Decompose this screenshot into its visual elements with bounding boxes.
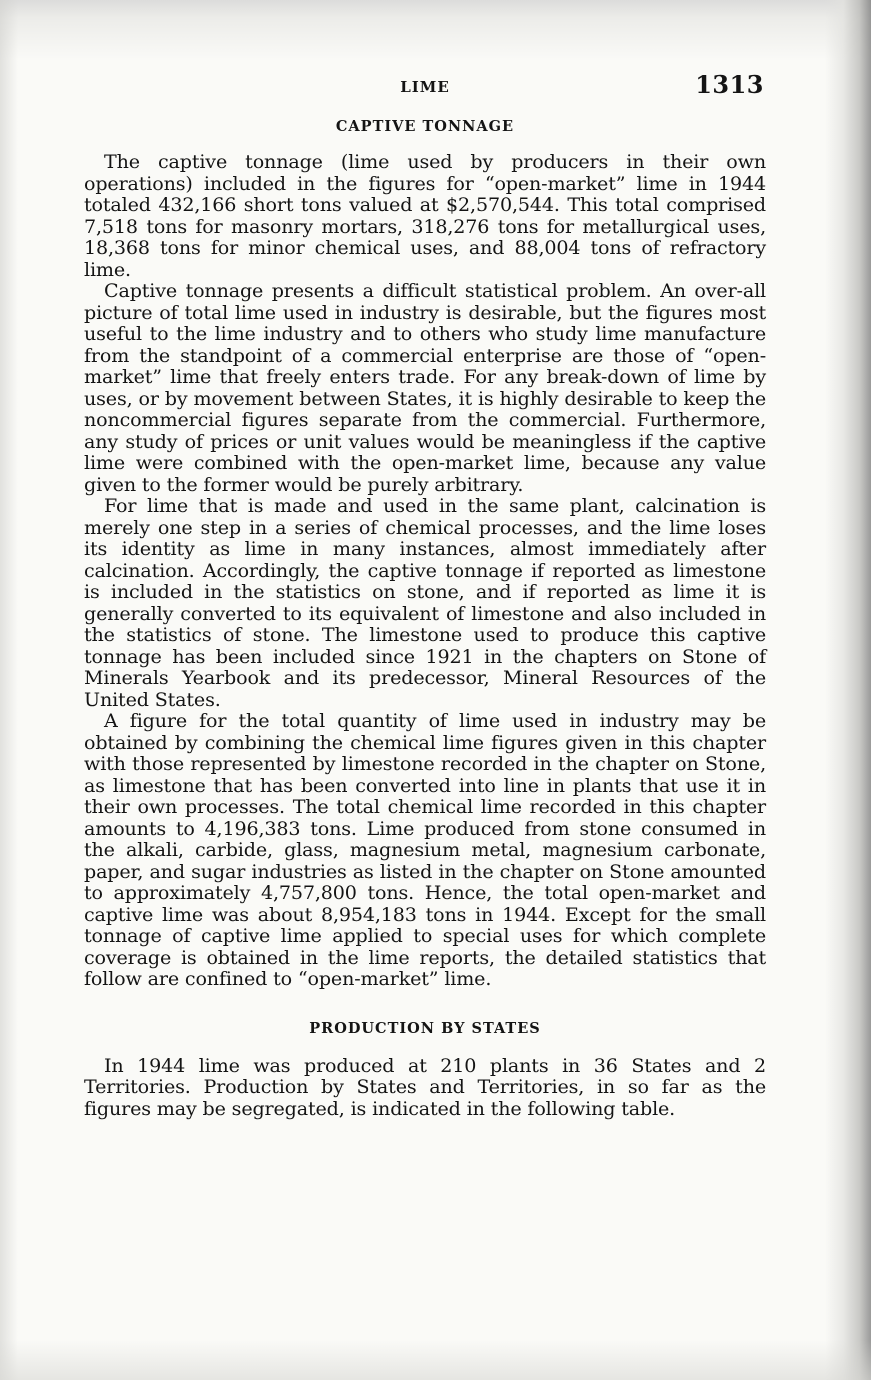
scan-shadow-top	[0, 0, 871, 60]
section-captive-tonnage	[84, 118, 766, 990]
paragraph: For lime that is made and used in the same plant, calcination is merely one step in a series of chemical processes, and the lime loses its identity as lime in many instances, almost immediately after calcination. Accordingly, the captive tonnage if reported as limestone is included in the statistics on stone, and if reported as lime it is generally converted to its equivalent of limestone and also included in the statistics of stone. The limestone used to produce this captive tonnage has been included since 1921 in the chapters on Stone of Minerals Yearbook and its predecessor, Mineral Resources of the United States.	[84, 494, 766, 711]
section-production-by-states	[84, 1020, 766, 1120]
paragraph: In 1944 lime was produced at 210 plants in 36 States and 2 Territories. Production by States and Territories, in so far as the figures may be segregated, is indicated in the following table.	[84, 1053, 766, 1120]
scan-shadow-bottom	[0, 1340, 871, 1380]
paragraph: Captive tonnage presents a difficult statistical problem. An over-all picture of total lime used in industry is desirable, but the figures most useful to the lime industry and to others who study lime manufacture from the standpoint of a commercial enterprise are those of “open-market” lime that freely enters trade. For any break-down of lime by uses, or by movement between States, it is highly desirable to keep the noncommercial figures separate from the commercial. Furthermore, any study of prices or unit values would be meaningless if the captive lime were combined with the open-market lime, because any value given to the former would be purely arbitrary.	[84, 279, 766, 496]
running-head	[84, 66, 766, 108]
scan-shadow-right	[825, 0, 871, 1380]
page-content	[84, 66, 766, 1119]
section-heading: PRODUCTION BY STATES	[309, 1019, 541, 1037]
paragraph: A figure for the total quantity of lime used in industry may be obtained by combining the chemical lime figures given in this chapter with those represented by limestone recorded in the chapter on Stone, as limestone that has been converted into line in plants that use it in their own processes. The total chemical lime recorded in this chapter amounts to 4,196,383 tons. Lime produced from stone consumed in the alkali, carbide, glass, magnesium metal, magnesium carbonate, paper, and sugar industries as listed in the chapter on Stone amounted to approximately 4,757,800 tons. Hence, the total open-market and captive lime was about 8,954,183 tons in 1944. Except for the small tonnage of captive lime applied to special uses for which complete coverage is obtained in the lime reports, the detailed statistics that follow are confined to “open-market” lime.	[84, 709, 766, 990]
scan-shadow-left	[0, 0, 18, 1380]
running-title: LIME	[400, 78, 450, 96]
section-heading: CAPTIVE TONNAGE	[335, 118, 515, 135]
page-number: 1313	[695, 70, 764, 99]
paragraph: The captive tonnage (lime used by producers in their own operations) included in the figures for “open-market” lime in 1944 totaled 432,166 short tons valued at $2,570,544. This total comprised 7,518 tons for masonry mortars, 318,276 tons for metallurgical uses, 18,368 tons for minor chemical uses, and 88,004 tons of refractory lime.	[84, 150, 766, 281]
